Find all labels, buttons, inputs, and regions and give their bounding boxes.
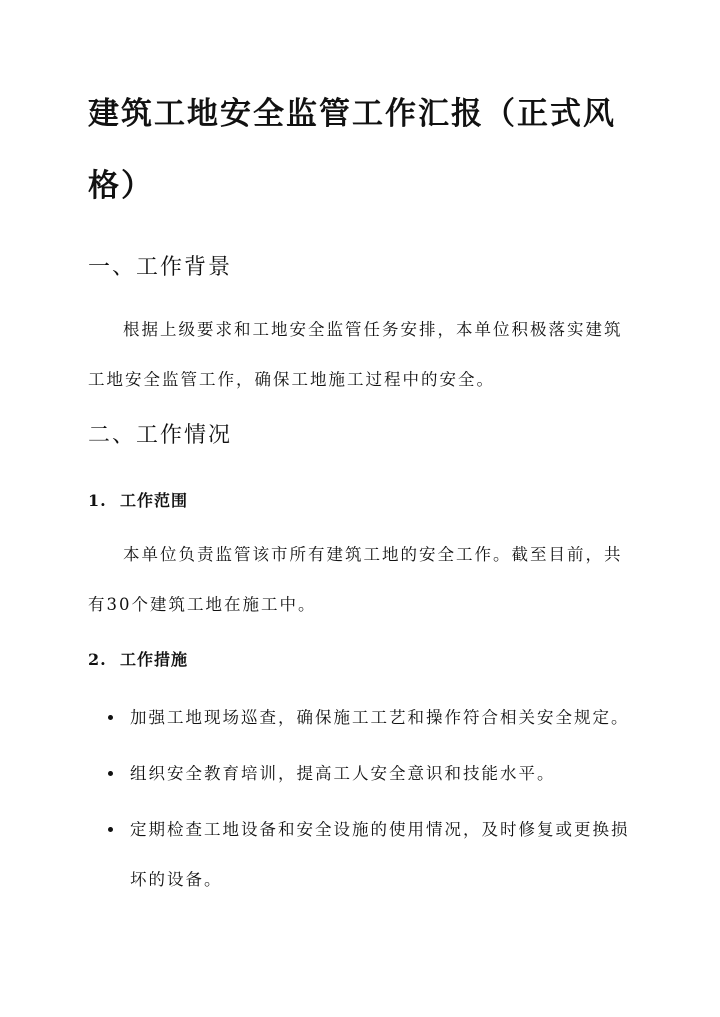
document-title: 建筑工地安全监管工作汇报（正式风格） [88, 96, 616, 204]
subsection-title: 工作措施 [120, 650, 189, 669]
subsection-heading-scope [88, 488, 188, 511]
list-item-text: 加强工地现场巡查，确保施工工艺和操作符合相关安全规定。 [130, 708, 630, 727]
subsection-title: 工作范围 [120, 491, 189, 510]
section-heading-background: 一、工作背景 [88, 255, 233, 280]
bullet-icon [108, 827, 113, 832]
measures-list [100, 693, 633, 911]
list-item [100, 749, 633, 799]
list-item-text: 组织安全教育培训，提高工人安全意识和技能水平。 [130, 764, 556, 783]
list-item [100, 805, 633, 905]
subsection-number: 2. [88, 650, 107, 669]
scope-paragraph: 本单位负责监管该市所有建筑工地的安全工作。截至目前，共有30个建筑工地在施工中。 [88, 545, 623, 614]
subsection-number: 1. [88, 491, 107, 510]
bullet-icon [108, 771, 113, 776]
bullet-icon [108, 715, 113, 720]
subsection-heading-measures [88, 647, 188, 670]
section-heading-work-status: 二、工作情况 [88, 423, 233, 448]
list-item-text: 定期检查工地设备和安全设施的使用情况，及时修复或更换损坏的设备。 [130, 820, 630, 889]
list-item [100, 693, 633, 743]
background-paragraph: 根据上级要求和工地安全监管任务安排，本单位积极落实建筑工地安全监管工作，确保工地施工过程中的安全。 [88, 320, 623, 389]
